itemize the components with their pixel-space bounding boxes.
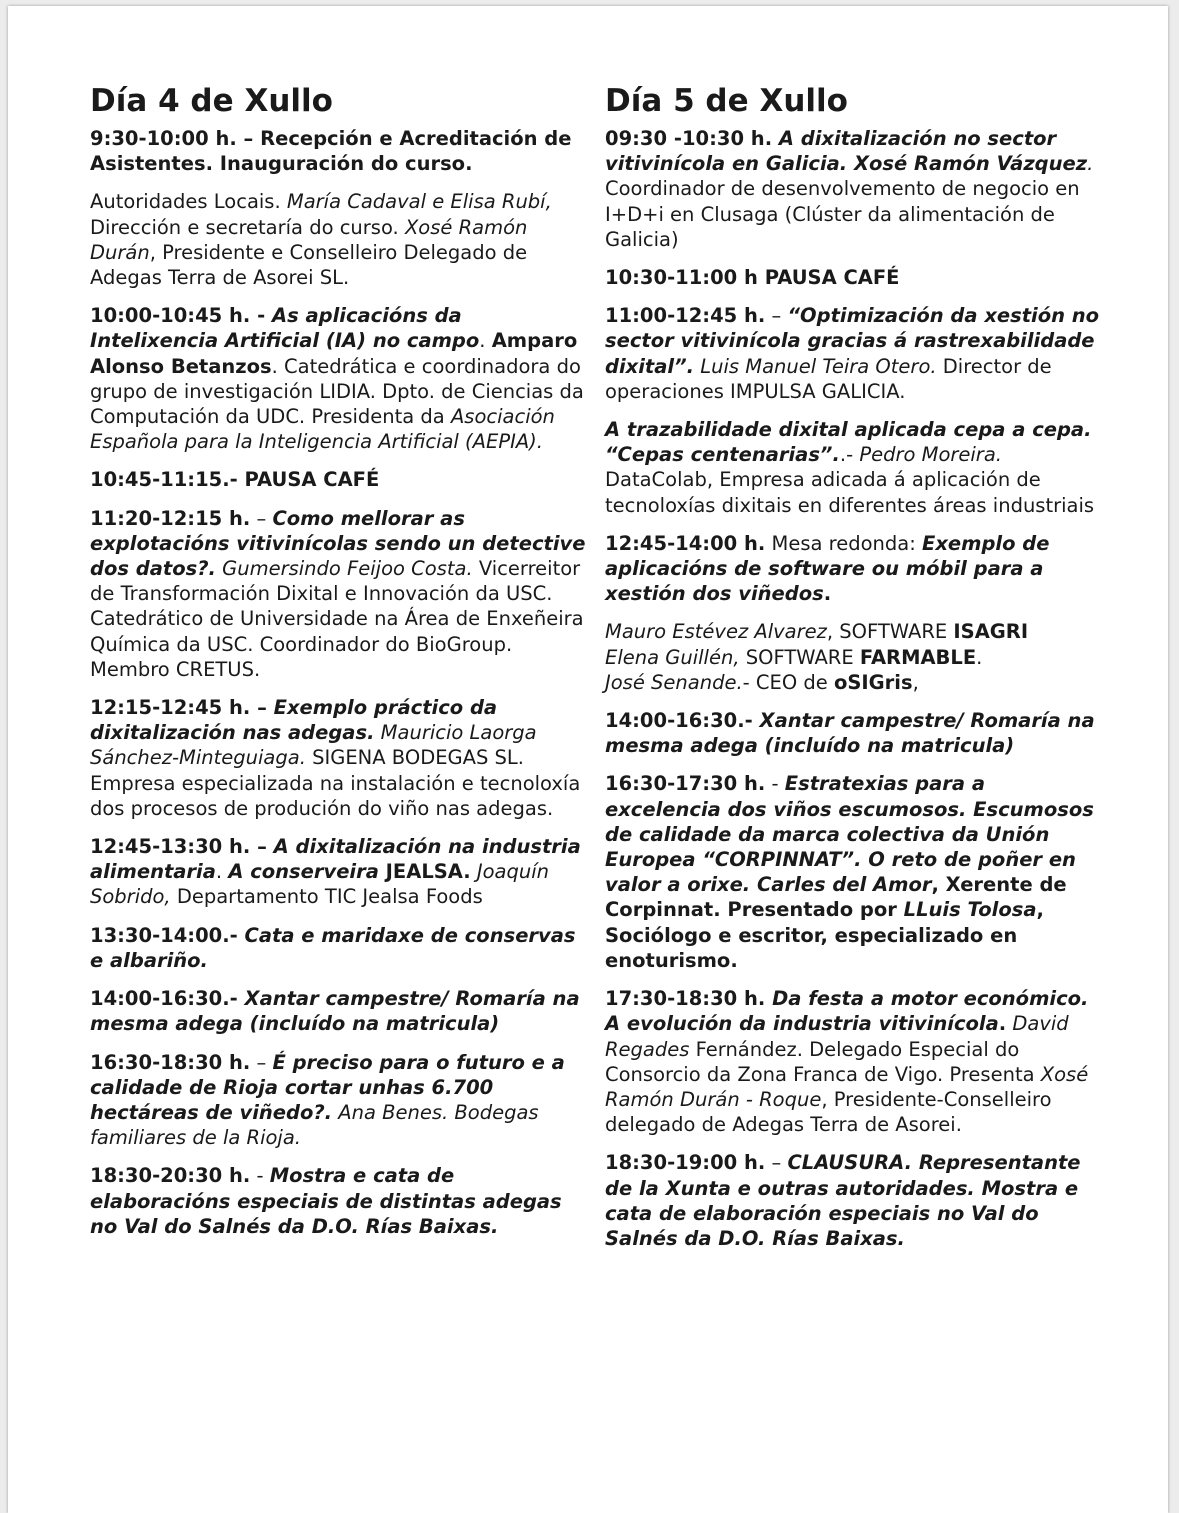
agenda-text: Gumersindo Feijoo Costa.	[215, 557, 473, 581]
agenda-text: SOFTWARE	[739, 645, 860, 669]
agenda-text: 10:00-10:45 h. -	[90, 304, 272, 328]
agenda-text: Xantar campestre/ Romaría na mesma adega (incluído na matricula)	[90, 987, 580, 1036]
agenda-text: 9:30-10:00 h. – Recepción e Acreditación de Asistentes. Inauguración do curso.	[90, 127, 572, 176]
agenda-item	[90, 986, 590, 1036]
agenda-text: A conserveira	[228, 860, 386, 884]
day-5-heading: Día 5 de Xullo	[605, 83, 848, 119]
agenda-item	[90, 506, 590, 682]
agenda-text: Mauro Estévez Alvarez	[605, 620, 827, 644]
agenda-text: Amparo Alonso Betanzos	[90, 329, 578, 378]
agenda-text: Asociación Española para la Inteligencia Artificial (AEPIA).	[90, 405, 555, 454]
agenda-text: José Senande.	[605, 670, 743, 694]
agenda-text: Estratexias para a excelencia dos viños escumosos. Escumosos de calidade da marca colectiva da Unión Europea “CORPINNAT”. O reto de poñer en valor a orixe. Carles del Amor	[605, 772, 1094, 897]
agenda-text: JEALSA.	[385, 860, 471, 884]
agenda-text: As aplicacións da Intelixencia Artificial (IA) no campo	[90, 304, 480, 353]
agenda-item	[90, 126, 590, 176]
agenda-item	[605, 1150, 1105, 1251]
agenda-text: 14:00-16:30.-	[605, 709, 760, 733]
agenda-item	[90, 1050, 590, 1151]
agenda-text: 14:00-16:30.-	[90, 987, 245, 1011]
agenda-text: 12:45-14:00 h.	[605, 531, 766, 555]
agenda-text: –	[765, 304, 788, 328]
day-5-column	[605, 83, 1105, 1264]
agenda-text: 12:15-12:45 h. –	[90, 696, 274, 720]
agenda-text: 10:30-11:00 h PAUSA CAFÉ	[605, 266, 900, 290]
agenda-text: Mostra e cata de elaboracións especiais de distintas adegas no Val do Salnés da D.O. Rías Baixas.	[90, 1164, 562, 1238]
day-4-column	[90, 83, 590, 1252]
agenda-text: .	[976, 645, 983, 669]
agenda-text: 12:45-13:30 h. –	[90, 835, 274, 859]
agenda-text: Cata e maridaxe de conservas e albariño.	[90, 923, 576, 972]
agenda-text: A trazabilidade dixital aplicada cepa a cepa. “Cepas centenarias”.	[605, 418, 1092, 467]
agenda-text: Joaquín Sobrido,	[90, 860, 550, 909]
agenda-text: É preciso para o futuro e a calidade de Rioja cortar unhas 6.700 hectáreas de viñedo?.	[90, 1050, 565, 1124]
agenda-text: .	[998, 1012, 1007, 1036]
agenda-text: , Presidente-Conselleiro delegado de Adegas Terra de Asorei.	[605, 1087, 1052, 1137]
agenda-text: Pedro Moreira.	[859, 443, 1002, 467]
agenda-text: Vicerreitor de Transformación Dixital e Innovación da USC. Catedrático de Universidade na Área de Enxeñeira Química da USC. Coordinador do BioGroup. Membro CRETUS.	[90, 557, 584, 681]
agenda-item	[605, 265, 1105, 290]
agenda-item	[605, 708, 1105, 758]
agenda-text: ,	[912, 670, 919, 694]
agenda-text: Xosé Ramón Durán - Roque	[605, 1062, 1089, 1111]
agenda-text: David Regades	[605, 1012, 1069, 1061]
agenda-text: 10:45-11:15.- PAUSA CAFÉ	[90, 468, 380, 492]
agenda-item	[90, 189, 590, 290]
agenda-item	[90, 923, 590, 973]
agenda-text: 16:30-18:30 h.	[90, 1050, 251, 1074]
agenda-text: 11:20-12:15 h.	[90, 506, 251, 530]
agenda-item	[605, 771, 1105, 973]
agenda-text: .-	[839, 443, 860, 467]
agenda-text: CLAUSURA. Representante de la Xunta e outras autoridades. Mostra e cata de elaboración especiais no Val do Salnés da D.O. Rías Baixas.	[605, 1151, 1081, 1250]
agenda-text: Luis Manuel Teira Otero.	[694, 354, 937, 378]
agenda-text: Como mellorar as explotacións vitivinícolas sendo un detective dos datos?.	[90, 506, 586, 581]
agenda-item	[605, 126, 1105, 252]
agenda-text: 18:30-19:00 h.	[605, 1151, 766, 1175]
day-4-heading: Día 4 de Xullo	[90, 83, 333, 119]
agenda-text: Xantar campestre/ Romaría na mesma adega (incluído na matricula)	[605, 709, 1095, 758]
agenda-text: Autoridades Locais.	[90, 190, 287, 214]
agenda-text: oSIGris	[833, 670, 913, 694]
agenda-text: 16:30-17:30 h.	[605, 772, 766, 796]
agenda-text: -	[250, 1164, 270, 1188]
agenda-text: .	[823, 582, 832, 606]
agenda-text: Director de operaciones IMPULSA GALICIA.	[605, 354, 1052, 403]
agenda-text: Xosé Ramón Durán	[90, 215, 528, 264]
agenda-item	[90, 467, 590, 492]
agenda-text: .	[1087, 152, 1094, 176]
agenda-item	[90, 695, 590, 821]
agenda-item	[605, 531, 1105, 607]
agenda-text: .	[479, 329, 492, 353]
agenda-text: Exemplo práctico da dixitalización nas adegas.	[90, 696, 498, 745]
agenda-text: FARMABLE	[859, 645, 977, 669]
agenda-text: , Presidente e Conselleiro Delegado de Adegas Terra de Asorei SL.	[90, 240, 528, 290]
agenda-text: Dirección e secretaría do curso.	[90, 215, 405, 239]
agenda-item	[90, 1163, 590, 1239]
agenda-text: , Xerente de Corpinnat. Presentado por	[605, 873, 1067, 922]
agenda-text: -	[765, 772, 785, 796]
agenda-item	[605, 303, 1105, 404]
agenda-text: DataColab, Empresa adicada á aplicación de tecnoloxías dixitais en diferentes áreas industriais	[605, 468, 1095, 517]
agenda-text: –	[765, 1151, 788, 1175]
agenda-text: Mesa redonda:	[765, 531, 923, 555]
agenda-text: 09:30 -10:30 h.	[605, 127, 779, 150]
agenda-text: Fernández. Delegado Especial do Consorcio da Zona Franca de Vigo. Presenta	[605, 1037, 1041, 1086]
agenda-item	[605, 619, 1105, 695]
agenda-text: Mauricio Laorga Sánchez-Minteguiaga.	[90, 721, 537, 770]
agenda-text: Coordinador de desenvolvemento de negocio en I+D+i en Clusaga (Clúster da alimentación de Galicia)	[605, 177, 1080, 251]
agenda-text: Departamento TIC Jealsa Foods	[170, 885, 483, 909]
agenda-text: ISAGRI	[953, 620, 1029, 644]
agenda-text: SIGENA BODEGAS SL. Empresa especializada na instalación e tecnoloxía dos procesos de produción do viño nas adegas.	[90, 746, 581, 820]
agenda-text: –	[250, 1050, 273, 1074]
agenda-item	[605, 417, 1105, 518]
agenda-text: Exemplo de aplicacións de software ou móbil para a xestión dos viñedos	[605, 531, 1050, 606]
agenda-text: 18:30-20:30 h.	[90, 1164, 251, 1188]
agenda-text: 13:30-14:00.-	[90, 923, 245, 947]
agenda-text: , Sociólogo e escritor, especializado en enoturismo.	[605, 898, 1044, 972]
agenda-text: A dixitalización no sector vitivinícola en Galicia. Xosé Ramón Vázquez	[605, 127, 1088, 176]
agenda-item	[90, 303, 590, 454]
agenda-text: . Catedrática e coordinadora do grupo de investigación LIDIA. Dpto. de Ciencias da Computación da UDC. Presidenta da	[90, 354, 584, 429]
agenda-text: , SOFTWARE	[826, 620, 954, 644]
agenda-text: 17:30-18:30 h.	[605, 987, 773, 1011]
agenda-text: - CEO de	[742, 670, 834, 694]
agenda-text: .	[215, 860, 229, 884]
agenda-text: “Optimización da xestión no sector vitivinícola gracias á rastrexabilidade dixital”.	[605, 304, 1100, 378]
agenda-text: María Cadaval e Elisa Rubí,	[286, 190, 552, 214]
agenda-text: –	[250, 506, 273, 530]
agenda-item	[90, 834, 590, 910]
agenda-text: Ana Benes. Bodegas familiares de la Rioja.	[90, 1100, 539, 1150]
document-page	[8, 6, 1168, 1513]
agenda-text: A dixitalización na industria alimentaria	[90, 835, 581, 884]
agenda-text: Elena Guillén,	[605, 645, 740, 669]
agenda-item	[605, 986, 1105, 1137]
agenda-text: LLuis Tolosa	[903, 898, 1037, 922]
agenda-text: Da festa a motor económico. A evolución da industria vitivinícola	[605, 987, 1089, 1036]
agenda-text: 11:00-12:45 h.	[605, 304, 766, 328]
